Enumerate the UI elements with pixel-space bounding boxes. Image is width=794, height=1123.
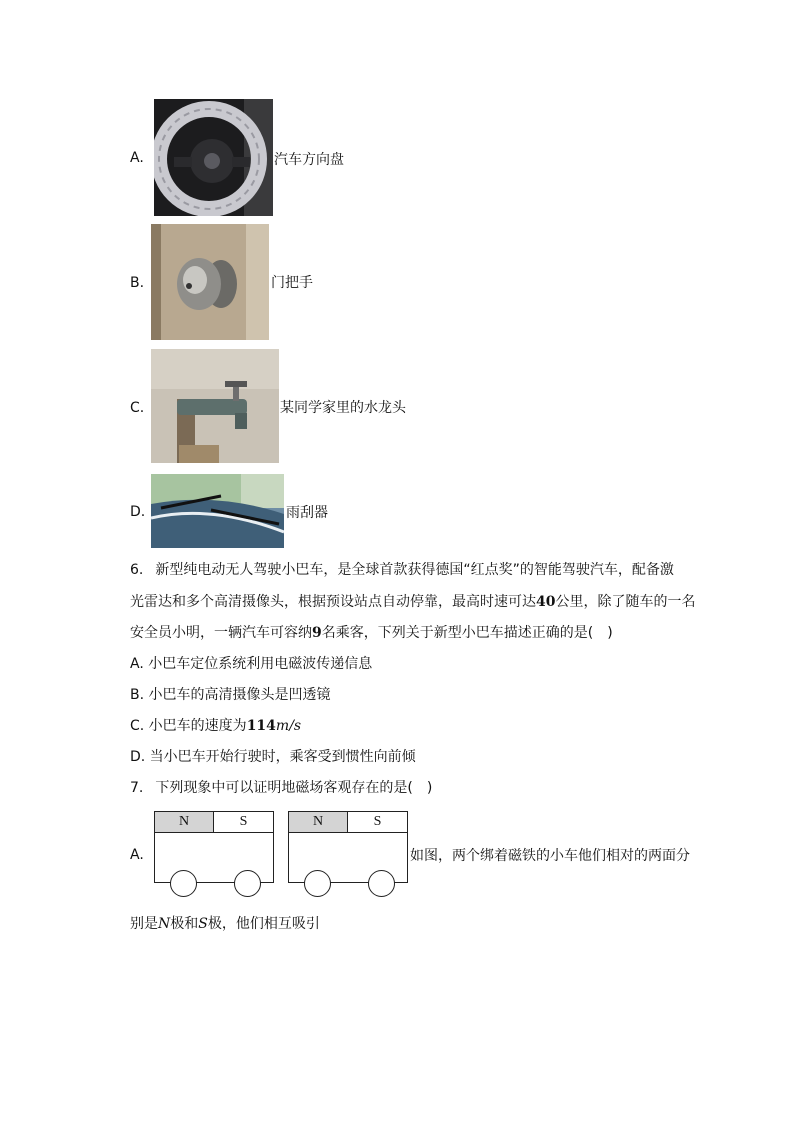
- magnet-s-pole: S: [239, 814, 248, 829]
- cart-wheel: [234, 870, 261, 897]
- faucet-photo: [151, 349, 279, 463]
- magnet-cart-right: [288, 811, 408, 899]
- option-letter: A.: [130, 150, 144, 166]
- q6-option-c-number: 114: [246, 718, 276, 734]
- steering-wheel-photo: [154, 99, 273, 216]
- question-number: 7.: [130, 780, 144, 796]
- q6-line-3: [130, 623, 613, 643]
- q6-option-d[interactable]: D. 当小巴车开始行驶时，乘客受到惯性向前倾: [130, 749, 416, 765]
- q7-pole-n: N: [158, 916, 171, 932]
- cart-wheel: [304, 870, 331, 897]
- option-caption: 门把手: [271, 275, 313, 291]
- q6-speed-number: 40: [536, 594, 556, 610]
- q6-line-2: [130, 592, 695, 612]
- q6-line-1: [130, 560, 674, 580]
- q7-text: 极和: [170, 916, 199, 932]
- q6-text: 新型纯电动无人驾驶小巴车，是全球首款获得德国“红点奖”的智能驾驶汽车，配备激: [155, 562, 674, 578]
- magnet-cart-left: [154, 811, 274, 899]
- wiper-photo: [151, 474, 284, 548]
- magnet-bar: [154, 811, 274, 833]
- q7-text: 下列现象中可以证明地磁场客观存在的是( ): [155, 780, 433, 796]
- q6-text: 安全员小明，一辆汽车可容纳: [130, 625, 312, 641]
- q7-pole-s: S: [198, 916, 208, 932]
- option-caption: 雨刮器: [286, 505, 328, 521]
- q6-option-c-text: C. 小巴车的速度为: [130, 718, 247, 734]
- q7-text: 极，他们相互吸引: [207, 916, 320, 932]
- magnet-n-pole: N: [155, 812, 214, 832]
- q6-option-c[interactable]: [130, 716, 301, 736]
- q7-option-a-text: 如图，两个绑着磁铁的小车他们相对的两面分: [410, 848, 690, 864]
- question-number: 6.: [130, 562, 144, 578]
- q6-text: 公里，除了随车的一名: [555, 594, 696, 610]
- q6-option-c-unit: m/s: [275, 718, 302, 734]
- cart-wheel: [170, 870, 197, 897]
- q7-stem: [130, 778, 432, 798]
- option-letter: B.: [130, 275, 145, 291]
- q6-option-b[interactable]: B. 小巴车的高清摄像头是凹透镜: [130, 687, 331, 703]
- magnet-s-pole: S: [373, 814, 382, 829]
- q6-text: 光雷达和多个高清摄像头，根据预设站点自动停靠，最高时速可达: [130, 594, 536, 610]
- magnet-bar: [288, 811, 408, 833]
- option-letter: A.: [130, 847, 144, 863]
- q7-text: 别是: [130, 916, 158, 932]
- option-letter: C.: [130, 400, 145, 416]
- option-caption: 某同学家里的水龙头: [280, 400, 406, 416]
- q7-option-a-text-line-2: [130, 914, 320, 934]
- q6-option-a[interactable]: A. 小巴车定位系统利用电磁波传递信息: [130, 656, 373, 672]
- q6-passenger-number: 9: [312, 625, 322, 641]
- option-caption: 汽车方向盘: [274, 152, 344, 168]
- cart-wheel: [368, 870, 395, 897]
- door-knob-photo: [151, 224, 269, 340]
- q6-text: 名乘客，下列关于新型小巴车描述正确的是( ): [321, 625, 613, 641]
- option-letter: D.: [130, 504, 146, 520]
- magnet-n-pole: N: [289, 812, 348, 832]
